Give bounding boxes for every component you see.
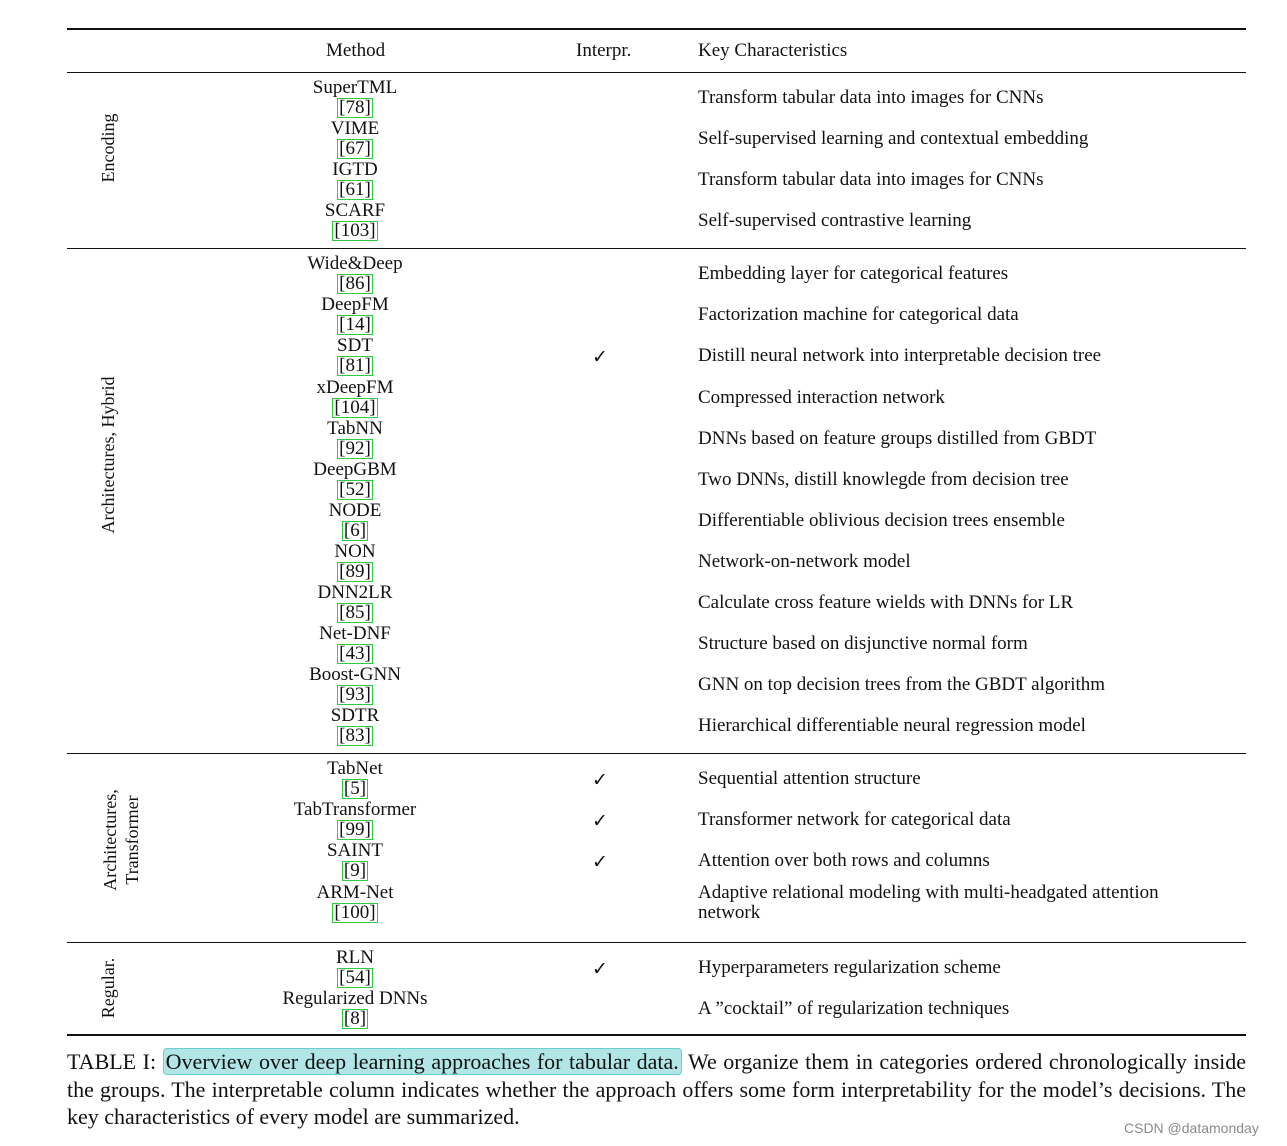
key-characteristic: Structure based on disjunctive normal form [698,633,1028,654]
method-citation [255,726,455,746]
method-citation [255,903,455,923]
method-name: TabNet [327,758,383,779]
method-citation [255,603,455,623]
method-name: NODE [328,500,382,521]
citation-link[interactable]: [61] [339,179,371,200]
citation-link[interactable]: [5] [343,778,367,799]
top-rule [67,28,1246,30]
table-row [0,378,1287,419]
citation-link[interactable]: [89] [339,561,371,582]
method-citation [255,221,455,241]
key-characteristic: Adaptive relational modeling with multi-headgated attention network [698,882,1159,923]
key-characteristic: Differentiable oblivious decision trees ensemble [698,510,1065,531]
citation-number: 43 [345,643,365,664]
key-characteristic: Two DNNs, distill knowlegde from decision tree [698,469,1069,490]
interpretability-checkmark: ✓ [592,851,608,873]
key-characteristic: Distill neural network into interpretable decision tree [698,345,1102,366]
method-name: SCARF [324,200,386,221]
group-label: Architectures, Transformer [100,789,142,891]
table-row [0,419,1287,460]
method-citation [255,562,455,582]
interpretability-checkmark: ✓ [592,769,608,791]
key-characteristic: Transform tabular data into images for CNNs [698,169,1044,190]
key-characteristic: Calculate cross feature wields with DNNs for LR [698,592,1074,613]
citation-number: 103 [340,220,370,241]
method-citation [255,820,455,840]
method-citation [255,98,455,118]
citation-number: 5 [350,778,360,799]
citation-link[interactable]: [99] [339,819,371,840]
key-characteristic: Embedding layer for categorical features [698,263,1009,284]
citation-link[interactable]: [78] [339,97,371,118]
citation-link[interactable]: [93] [339,684,371,705]
group-label: Encoding [98,113,118,183]
interpretability-checkmark: ✓ [592,958,608,980]
header-interpretability: Interpr. [576,40,632,61]
method-name: xDeepFM [316,377,394,398]
citation-number: 8 [350,1008,360,1029]
table-row [0,119,1287,160]
table-row [0,160,1287,201]
key-characteristic: A ”cocktail” of regularization techniques [698,998,1010,1019]
method-citation [255,480,455,500]
citation-link[interactable]: [103] [334,220,376,241]
method-name: ARM-Net [316,882,394,903]
method-name: TabTransformer [293,799,417,820]
method-name: SDTR [330,705,380,726]
citation-number: 83 [345,725,365,746]
method-name: SDT [337,335,373,356]
interpretability-checkmark: ✓ [592,810,608,832]
group-label: Regular. [98,957,118,1019]
citation-number: 93 [345,684,365,705]
key-characteristic: Transform tabular data into images for CNNs [698,87,1044,108]
citation-number: 81 [345,355,365,376]
method-citation [255,644,455,664]
interpretability-checkmark: ✓ [592,346,608,368]
table-row [0,624,1287,665]
citation-number: 104 [340,397,370,418]
table-row [0,201,1287,242]
key-characteristic: Sequential attention structure [698,768,921,789]
table-row [0,295,1287,336]
method-citation [255,315,455,335]
method-name: DNN2LR [317,582,393,603]
citation-number: 9 [350,860,360,881]
citation-link[interactable]: [85] [339,602,371,623]
key-characteristic: Self-supervised contrastive learning [698,210,972,231]
key-characteristic: Self-supervised learning and contextual embedding [698,128,1089,149]
method-name: NON [334,541,376,562]
citation-link[interactable]: [67] [339,138,371,159]
method-name: Regularized DNNs [282,988,428,1009]
citation-link[interactable]: [43] [339,643,371,664]
method-name: IGTD [332,159,378,180]
citation-link[interactable]: [92] [339,438,371,459]
citation-link[interactable]: [81] [339,355,371,376]
table-row [0,336,1287,377]
table-row [0,800,1287,841]
key-characteristic: Hyperparameters regularization scheme [698,957,1001,978]
method-citation [255,779,455,799]
table-row [0,583,1287,624]
table-caption [67,1048,1246,1131]
citation-link[interactable]: [52] [339,479,371,500]
group-separator [67,753,1246,754]
citation-number: 100 [340,902,370,923]
table-row [0,665,1287,706]
citation-link[interactable]: [100] [334,902,376,923]
method-citation [255,1009,455,1029]
method-citation [255,968,455,988]
citation-link[interactable]: [83] [339,725,371,746]
method-name: DeepGBM [313,459,397,480]
table-row [0,989,1287,1030]
key-characteristic: GNN on top decision trees from the GBDT algorithm [698,674,1106,695]
key-characteristic: Transformer network for categorical data [698,809,1011,830]
method-name: Boost-GNN [309,664,401,685]
key-characteristic: Attention over both rows and columns [698,850,990,871]
citation-number: 92 [345,438,365,459]
citation-number: 86 [345,273,365,294]
citation-number: 61 [345,179,365,200]
header-key-characteristics: Key Characteristics [698,40,848,61]
citation-number: 52 [345,479,365,500]
key-characteristic: Compressed interaction network [698,387,945,408]
bottom-rule [67,1034,1246,1036]
table-row [0,706,1287,747]
watermark: CSDN @datamonday [1124,1120,1259,1136]
key-characteristic: Factorization machine for categorical data [698,304,1019,325]
method-citation [255,398,455,418]
method-name: DeepFM [321,294,389,315]
method-citation [255,521,455,541]
citation-link[interactable]: [86] [339,273,371,294]
citation-link[interactable]: [104] [334,397,376,418]
group-label: Architectures, Hybrid [98,376,118,534]
caption-highlight: Overview over deep learning approaches for tabular data. [163,1048,682,1075]
caption-rest: We organize them in categories ordered chronologically inside the groups. The interpretable column indicates whether the approach offers some form interpretability for the model’s decisions. The key characteristics of every model are summarized. [67,1049,1247,1129]
citation-number: 67 [345,138,365,159]
method-citation [255,180,455,200]
header-rule [67,72,1246,73]
table-row [0,501,1287,542]
table-row [0,542,1287,583]
method-name: VIME [330,118,380,139]
header-method: Method [326,40,386,61]
caption-prefix: TABLE I: [67,1049,163,1074]
method-name: SAINT [327,840,383,861]
method-citation [255,356,455,376]
table-row [0,948,1287,989]
table-row [0,759,1287,800]
key-characteristic: Hierarchical differentiable neural regression model [698,715,1086,736]
citation-number: 14 [345,314,365,335]
method-name: Net-DNF [319,623,391,644]
table-row [0,883,1287,924]
table-row [0,254,1287,295]
method-name: Wide&Deep [307,253,403,274]
method-name: TabNN [327,418,383,439]
method-citation [255,274,455,294]
citation-number: 99 [345,819,365,840]
method-name: RLN [336,947,374,968]
citation-link[interactable]: [54] [339,967,371,988]
key-characteristic: DNNs based on feature groups distilled from GBDT [698,428,1097,449]
table-row [0,460,1287,501]
citation-link[interactable]: [14] [339,314,371,335]
method-citation [255,861,455,881]
method-citation [255,439,455,459]
group-separator [67,248,1246,249]
citation-number: 89 [345,561,365,582]
table-row [0,841,1287,882]
citation-link[interactable]: [6] [343,520,367,541]
key-characteristic: Network-on-network model [698,551,911,572]
citation-number: 85 [345,602,365,623]
citation-number: 6 [350,520,360,541]
method-name: SuperTML [312,77,398,98]
citation-link[interactable]: [9] [343,860,367,881]
citation-link[interactable]: [8] [343,1008,367,1029]
citation-number: 54 [345,967,365,988]
table-row [0,78,1287,119]
method-citation [255,139,455,159]
method-citation [255,685,455,705]
citation-number: 78 [345,97,365,118]
group-separator [67,942,1246,943]
